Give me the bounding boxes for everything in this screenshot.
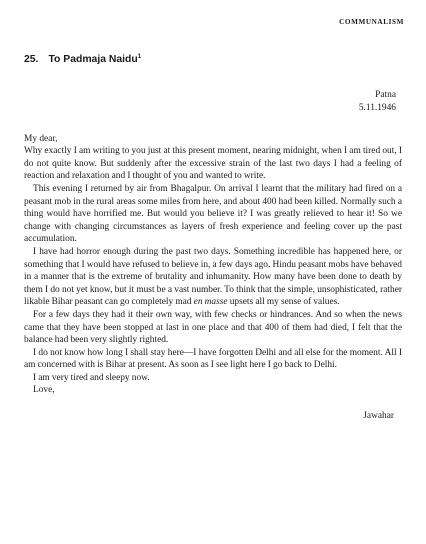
paragraph-2: This evening I returned by air from Bhagalpur. On arrival I learnt that the military had fired on a peasant mob in the rural areas some miles from here, and about 400 had been killed. Normally such a thing would have horrified me. But would you believe it? I was greatly relieved to hear it! So we change with changing circumstances as layers of fresh experience and feeling cover up the past accumulation. [24, 183, 402, 245]
salutation: My dear, [24, 133, 58, 144]
letter-body [24, 145, 402, 384]
paragraph-3-text: I have had horror enough during the past two days. Something incredible has happened here, or something that I would have refused to believe in, a few days ago. Hindu peasant mobs have behaved in a manner that is the extreme of brutality and inhumanity. How many have been done to death by them I do not yet know, but it must be a vast number. To think that the simple, unsophisticated, rather likable Bihar peasant can go completely mad [24, 246, 402, 308]
paragraph-3 [24, 246, 402, 309]
letter-recipient: To Padmaja Naidu [48, 54, 138, 65]
running-head: COMMUNALISM [339, 18, 404, 26]
letter-date: 5.11.1946 [358, 102, 396, 113]
signature: Jawahar [363, 411, 394, 422]
footnote-marker: 1 [137, 54, 142, 60]
letter-title [24, 54, 402, 65]
paragraph-1: Why exactly I am writing to you just at this present moment, nearing midnight, when I am tired out, I do not quite know. But suddenly after the excessive strain of the last two days I had a feeling of reaction and relaxation and I thought of you and wanted to write. [24, 146, 402, 182]
paragraph-3-tail: upsets all my sense of values. [229, 297, 340, 308]
closing: Love, [33, 385, 55, 396]
place-date-block [24, 89, 396, 115]
italic-phrase: en masse [193, 297, 228, 308]
letter-place: Patna [375, 90, 396, 100]
paragraph-5: I do not know how long I shall stay here—I have forgotten Delhi and all else for the moment. All I am concerned with is Bihar at present. As soon as I see light here I go back to Delhi. [24, 347, 402, 371]
paragraph-6: I am very tired and sleepy now. [33, 372, 150, 383]
letter-number: 25. [24, 54, 39, 65]
paragraph-4: For a few days they had it their own way, with few checks or hindrances. And so when the news came that they have been stopped at last in one place and that 400 of them had died, I felt that the balance had been very slightly righted. [24, 309, 402, 346]
